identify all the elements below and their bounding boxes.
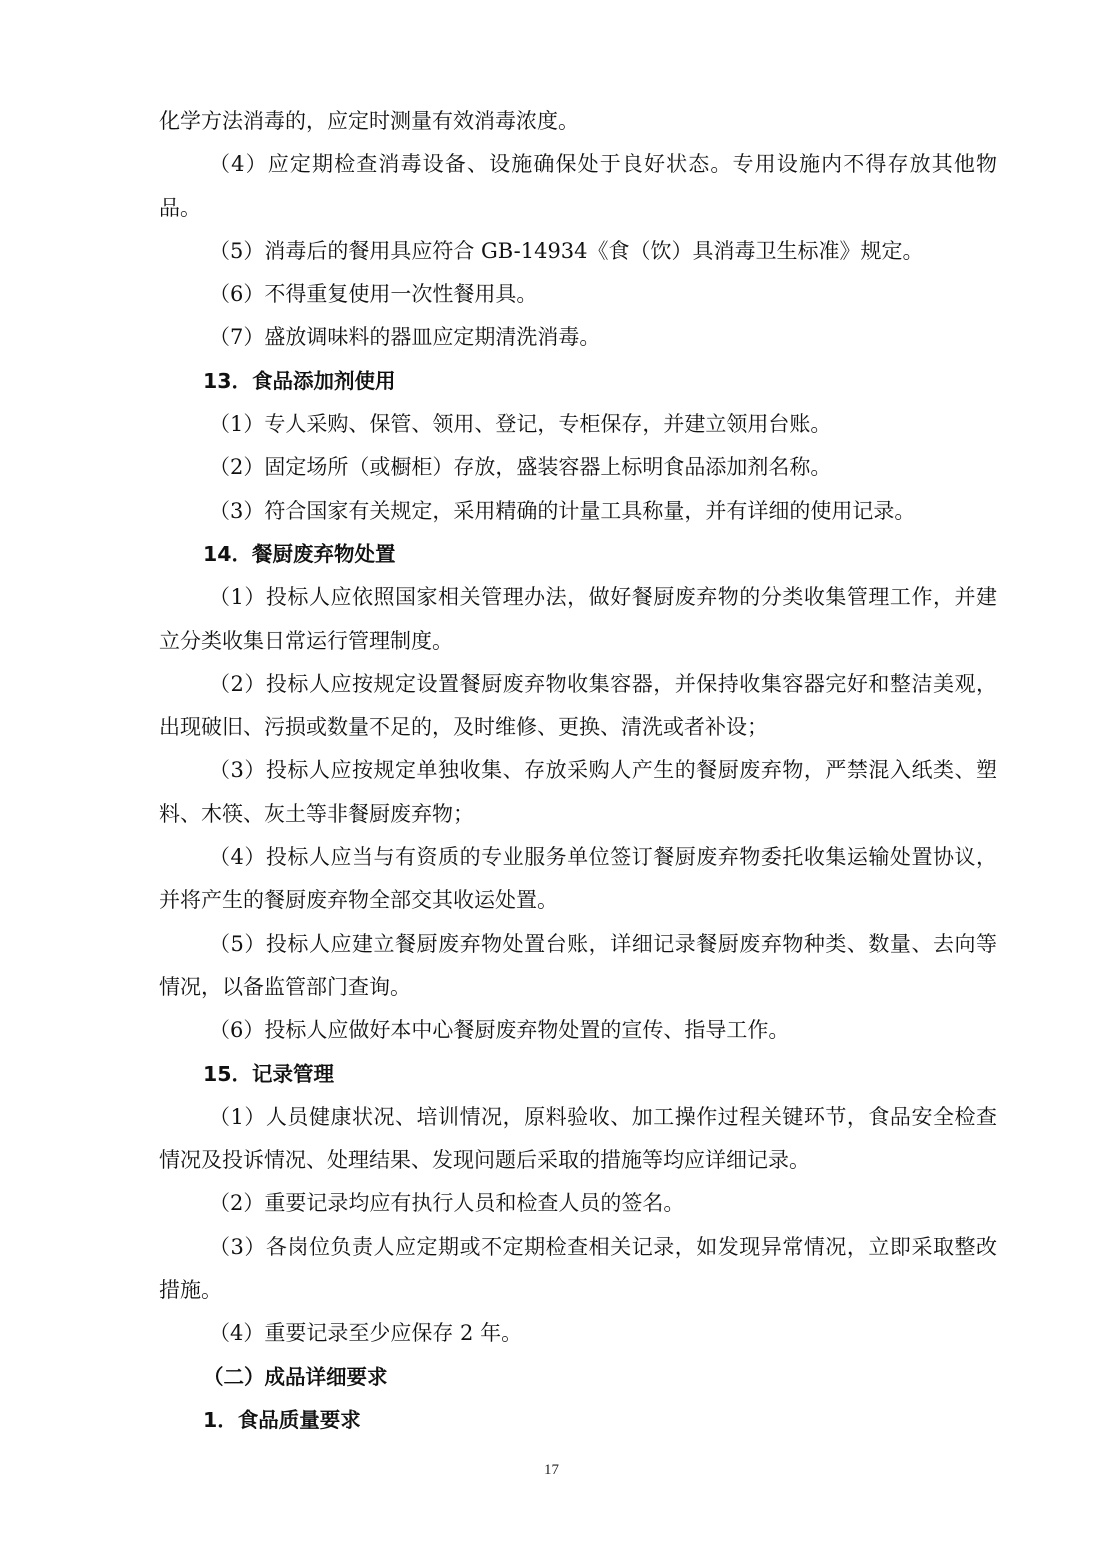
- paragraph: （5）消毒后的餐用具应符合 GB-14934《食（饮）具消毒卫生标准》规定。: [209, 238, 924, 263]
- section-heading: （二）成品详细要求: [203, 1364, 388, 1389]
- paragraph: 化学方法消毒的，应定时测量有效消毒浓度。: [159, 109, 579, 133]
- paragraph: （2）重要记录均应有执行人员和检查人员的签名。: [209, 1191, 685, 1216]
- section-heading: 15．记录管理: [203, 1061, 335, 1086]
- paragraph: （4）投标人应当与有资质的专业服务单位签订餐厨废弃物委托收集运输处置协议，并将产生的餐厨废弃物全部交其收运处置。: [159, 845, 997, 913]
- paragraph: （2）投标人应按规定设置餐厨废弃物收集容器，并保持收集容器完好和整洁美观，出现破旧、污损或数量不足的，及时维修、更换、清洗或者补设；: [159, 671, 997, 740]
- paragraph: （3）投标人应按规定单独收集、存放采购人产生的餐厨废弃物，严禁混入纸类、塑料、木筷、灰土等非餐厨废弃物；: [159, 758, 997, 826]
- section-heading: 1．食品质量要求: [203, 1407, 361, 1432]
- paragraph: （1）人员健康状况、培训情况，原料验收、加工操作过程关键环节，食品安全检查情况及投诉情况、处理结果、发现问题后采取的措施等均应详细记录。: [159, 1104, 997, 1173]
- paragraph: （7）盛放调味料的器皿应定期清洗消毒。: [209, 325, 601, 350]
- section-heading: 13．食品添加剂使用: [203, 368, 396, 393]
- paragraph: （6）不得重复使用一次性餐用具。: [209, 282, 538, 307]
- paragraph: （2）固定场所（或橱柜）存放，盛装容器上标明食品添加剂名称。: [209, 455, 832, 480]
- paragraph: （3）各岗位负责人应定期或不定期检查相关记录，如发现异常情况，立即采取整改措施。: [159, 1234, 997, 1303]
- paragraph: （4）应定期检查消毒设备、设施确保处于良好状态。专用设施内不得存放其他物品。: [159, 152, 997, 220]
- section-heading: 14．餐厨废弃物处置: [203, 541, 396, 566]
- page-number: 17: [544, 1462, 559, 1478]
- paragraph: （4）重要记录至少应保存 2 年。: [209, 1321, 523, 1346]
- document-body: [159, 100, 997, 1442]
- paragraph: （6）投标人应做好本中心餐厨废弃物处置的宣传、指导工作。: [209, 1018, 790, 1043]
- paragraph: （3）符合国家有关规定，采用精确的计量工具称量，并有详细的使用记录。: [209, 498, 916, 523]
- paragraph: （5）投标人应建立餐厨废弃物处置台账，详细记录餐厨废弃物种类、数量、去向等情况，以备监管部门查询。: [159, 931, 997, 999]
- paragraph: （1）投标人应依照国家相关管理办法，做好餐厨废弃物的分类收集管理工作，并建立分类收集日常运行管理制度。: [159, 585, 997, 653]
- paragraph: （1）专人采购、保管、领用、登记，专柜保存，并建立领用台账。: [209, 412, 832, 437]
